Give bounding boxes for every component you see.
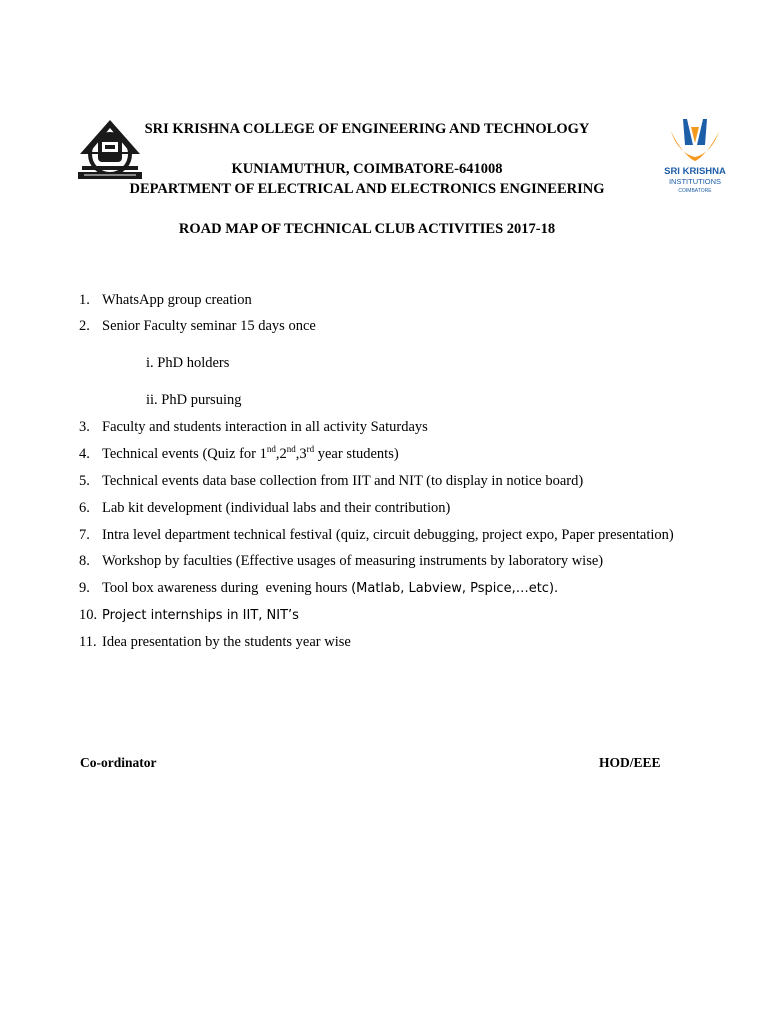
item-text: Senior Faculty seminar 15 days once [102, 318, 316, 334]
coordinator-signature-label: Co-ordinator [80, 755, 157, 770]
item-text: Tool box awareness during evening hours [102, 580, 352, 596]
item-text: Lab kit development (individual labs and their contribution) [102, 500, 451, 516]
hod-signature-label: HOD/EEE [599, 755, 661, 770]
ordinal-suffix: nd [286, 444, 296, 455]
list-item-9 [79, 580, 558, 597]
item-number: 4. [79, 446, 90, 462]
item-text: Technical events data base collection from IIT and NIT (to display in notice board) [102, 473, 584, 489]
list-item-2 [79, 318, 316, 335]
item-text: WhatsApp group creation [102, 292, 252, 308]
item-text: Intra level department technical festival (quiz, circuit debugging, project expo, Paper presentation) [102, 527, 674, 543]
item-number: 11. [79, 634, 97, 650]
item-text: Idea presentation by the students year wise [102, 634, 351, 650]
item-number: 5. [79, 473, 90, 489]
sub-item-phd-holders: i. PhD holders [146, 355, 230, 371]
item-text-post: year students) [314, 446, 399, 462]
department-name: DEPARTMENT OF ELECTRICAL AND ELECTRONICS ENGINEERING [129, 181, 605, 197]
item-text-mid: ,2 [275, 446, 287, 462]
list-item-8 [79, 553, 603, 570]
list-item-1 [79, 292, 252, 309]
list-item-6 [79, 500, 450, 517]
logo-line-1: SRI KRISHNA [664, 166, 726, 177]
item-number: 10. [79, 607, 98, 623]
item-number: 7. [79, 527, 90, 543]
item-text-pre: Technical events (Quiz for 1 [102, 446, 267, 462]
item-text: Faculty and students interaction in all activity Saturdays [102, 419, 428, 435]
college-address: KUNIAMUTHUR, COIMBATORE-641008 [231, 161, 503, 177]
logo-line-2: INSTITUTIONS [668, 177, 722, 186]
college-name: SRI KRISHNA COLLEGE OF ENGINEERING AND TECHNOLOGY [144, 121, 590, 137]
list-item-3 [79, 419, 428, 436]
item-number: 9. [79, 580, 90, 596]
item-text-tools: (Matlab, Labview, Pspice,…etc). [351, 581, 559, 596]
item-number: 8. [79, 553, 90, 569]
list-item-4 [79, 446, 399, 463]
ordinal-suffix: nd [266, 444, 276, 455]
list-item-5 [79, 473, 583, 490]
item-text: Workshop by faculties (Effective usages of measuring instruments by laboratory wise) [102, 553, 604, 569]
document-title: ROAD MAP OF TECHNICAL CLUB ACTIVITIES 2017-18 [178, 221, 556, 237]
ordinal-suffix: rd [306, 444, 315, 455]
sub-item-phd-pursuing: ii. PhD pursuing [146, 392, 242, 408]
item-text: Project internships in IIT, NIT’s [102, 608, 299, 623]
list-item-11 [79, 634, 351, 651]
item-number: 1. [79, 292, 90, 308]
item-number: 6. [79, 500, 90, 516]
list-item-7 [79, 527, 674, 544]
item-text-mid: ,3 [295, 446, 307, 462]
list-item-10 [79, 607, 299, 624]
item-number: 3. [79, 419, 90, 435]
logo-line-3: COIMBATORE [678, 188, 712, 194]
item-number: 2. [79, 318, 90, 334]
